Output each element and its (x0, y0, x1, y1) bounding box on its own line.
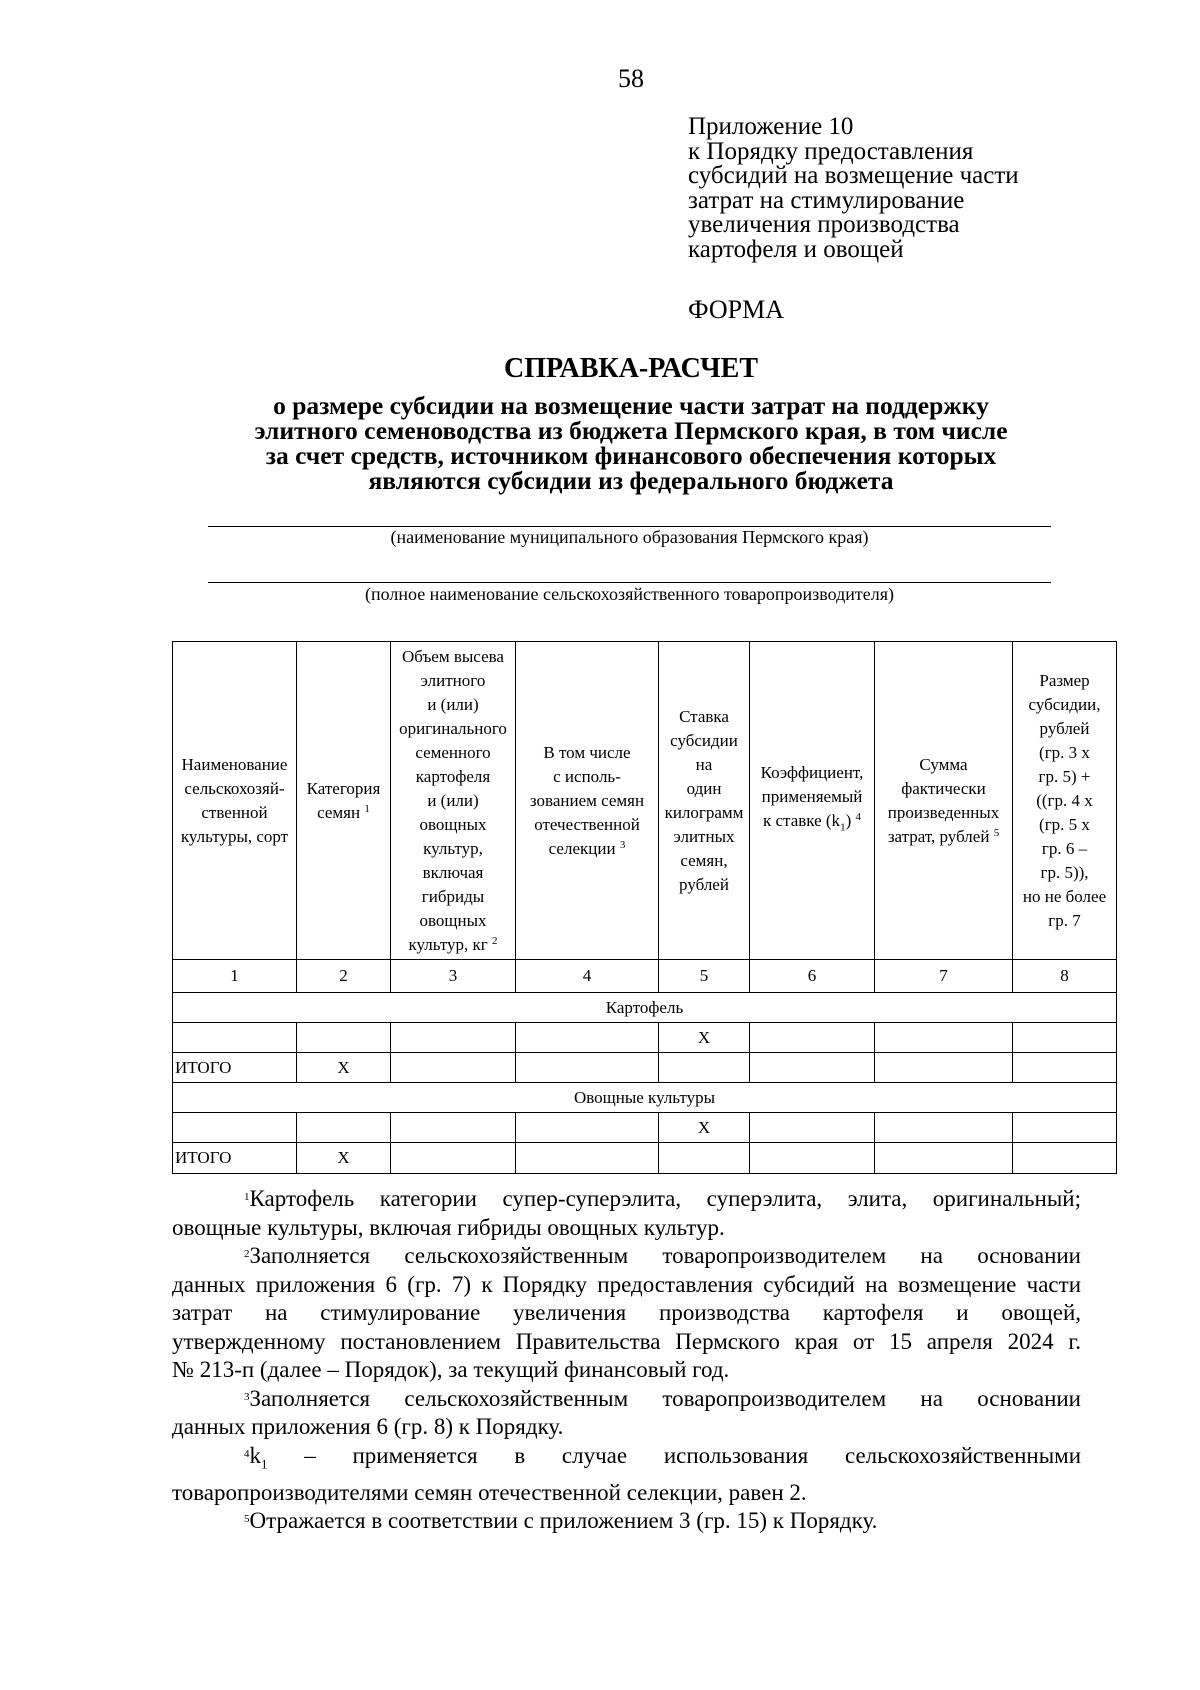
cell[interactable] (659, 1143, 750, 1174)
cell[interactable] (1013, 1023, 1117, 1053)
table-header-row (173, 642, 1117, 960)
cell[interactable] (516, 1053, 659, 1083)
cell[interactable] (875, 1113, 1013, 1143)
document-title: СПРАВКА-РАСЧЕТ (503, 353, 759, 384)
table-row (173, 1113, 1117, 1143)
document-subtitle: о размере субсидии на возмещение части затрат на поддержку элитного семеноводства из бюджета Пермского края, в том числе за счет средств, источником финансового обеспечения которых являются субсидии из федерального бюджета (254, 391, 1008, 495)
footnote-line: данных приложения 6 (гр. 8) к Порядку. (172, 1414, 564, 1439)
producer-field-caption: (полное наименование сельскохозяйственного товаропроизводителя) (364, 584, 895, 604)
footnote-line: утвержденному постановлением Правительства Пермского края от 15 апреля 2024 г. (172, 1328, 1081, 1354)
column-number: 7 (875, 960, 1013, 993)
cell[interactable] (750, 1113, 875, 1143)
cell[interactable] (750, 1023, 875, 1053)
x-mark: X (297, 1053, 391, 1083)
footnote-line: товаропроизводителями семян отечественной селекции, равен 2. (172, 1479, 807, 1505)
footnote-1: $^1$Картофель категории супер-суперэлита, суперэлита, элита, оригинальный; (244, 1186, 1081, 1211)
cell[interactable] (391, 1023, 516, 1053)
column-numbers-row (173, 960, 1117, 993)
column-number: 2 (297, 960, 391, 993)
header-coefficient: Коэффициент, применяемый к ставке $(k_1)$ $^4$ (750, 642, 875, 960)
footnote-3: $^3$Заполняется сельскохозяйственным товаропроизводителем на основании (244, 1385, 1081, 1411)
cell[interactable] (875, 1023, 1013, 1053)
header-crop-name: Наименование сельскохозяй- ственной культуры, сорт (173, 642, 297, 960)
cell[interactable] (297, 1023, 391, 1053)
municipality-field-caption: (наименование муниципального образования Пермского края) (390, 527, 869, 547)
header-subsidy-amount: Размер субсидии, рублей (гр. 3 х гр. 5) + ((гр. 4 х (гр. 5 х гр. 6 – гр. 5)), но не более гр. 7 (1013, 642, 1117, 960)
section-vegetables: Овощные культуры (173, 1083, 1117, 1113)
cell[interactable] (391, 1143, 516, 1174)
cell[interactable] (297, 1113, 391, 1143)
table-row (173, 1023, 1117, 1053)
cell[interactable] (875, 1143, 1013, 1174)
cell[interactable] (391, 1113, 516, 1143)
cell[interactable] (391, 1053, 516, 1083)
cell[interactable] (750, 1143, 875, 1174)
total-row (173, 1053, 1117, 1083)
header-seed-category: Категория семян $^1$ (297, 642, 391, 960)
footnote-line: № 213-п (далее – Порядок), за текущий финансовый год. (172, 1357, 730, 1382)
appendix-reference: Приложение 10 к Порядку предоставления субсидий на возмещение части затрат на стимулирование увеличения производства картофеля и овощей (688, 113, 1019, 263)
footnote-2: $^2$Заполняется сельскохозяйственным товаропроизводителем на основании (244, 1243, 1081, 1268)
footnote-4: $^4k_1$ – применяется в случае использования сельскохозяйственными (244, 1442, 1082, 1472)
cell[interactable] (1013, 1053, 1117, 1083)
total-label: ИТОГО (173, 1053, 297, 1083)
footnotes (172, 1185, 1081, 1536)
total-row (173, 1143, 1117, 1174)
section-potato: Картофель (173, 993, 1117, 1023)
cell[interactable] (516, 1143, 659, 1174)
cell[interactable] (516, 1023, 659, 1053)
x-mark: X (659, 1023, 750, 1053)
footnote-5: $^5$Отражается в соответствии с приложением 3 (гр. 15) к Порядку. (244, 1508, 878, 1534)
x-mark: X (297, 1143, 391, 1174)
header-sowing-volume: Объем высева элитного и (или) оригинального семенного картофеля и (или) овощных культур, включая гибриды овощных культур, кг $^2$ (391, 642, 516, 960)
footnote-line: овощные культуры, включая гибриды овощных культур. (172, 1214, 725, 1240)
column-number: 1 (173, 960, 297, 993)
producer-field-line[interactable] (208, 582, 1051, 583)
cell[interactable] (173, 1023, 297, 1053)
cell[interactable] (750, 1053, 875, 1083)
column-number: 4 (516, 960, 659, 993)
header-domestic-selection: В том числе с исполь- зованием семян отечественной селекции $^3$ (516, 642, 659, 960)
header-actual-costs: Сумма фактически произведенных затрат, рублей $^5$ (875, 642, 1013, 960)
column-number: 8 (1013, 960, 1117, 993)
column-number: 6 (750, 960, 875, 993)
page-number: 58 (618, 64, 644, 93)
x-mark: X (659, 1113, 750, 1143)
cell[interactable] (1013, 1143, 1117, 1174)
cell[interactable] (1013, 1113, 1117, 1143)
column-number: 3 (391, 960, 516, 993)
footnote-line: затрат на стимулирование увеличения производства картофеля и овощей, (172, 1300, 1081, 1325)
cell[interactable] (875, 1053, 1013, 1083)
calculation-table (172, 641, 1117, 1174)
footnote-line: данных приложения 6 (гр. 7) к Порядку предоставления субсидий на возмещение части (172, 1271, 1081, 1297)
cell[interactable] (173, 1113, 297, 1143)
header-subsidy-rate: Ставка субсидии на один килограмм элитных семян, рублей (659, 642, 750, 960)
column-number: 5 (659, 960, 750, 993)
form-label: ФОРМА (688, 295, 784, 324)
cell[interactable] (659, 1053, 750, 1083)
cell[interactable] (516, 1113, 659, 1143)
total-label: ИТОГО (173, 1143, 297, 1174)
